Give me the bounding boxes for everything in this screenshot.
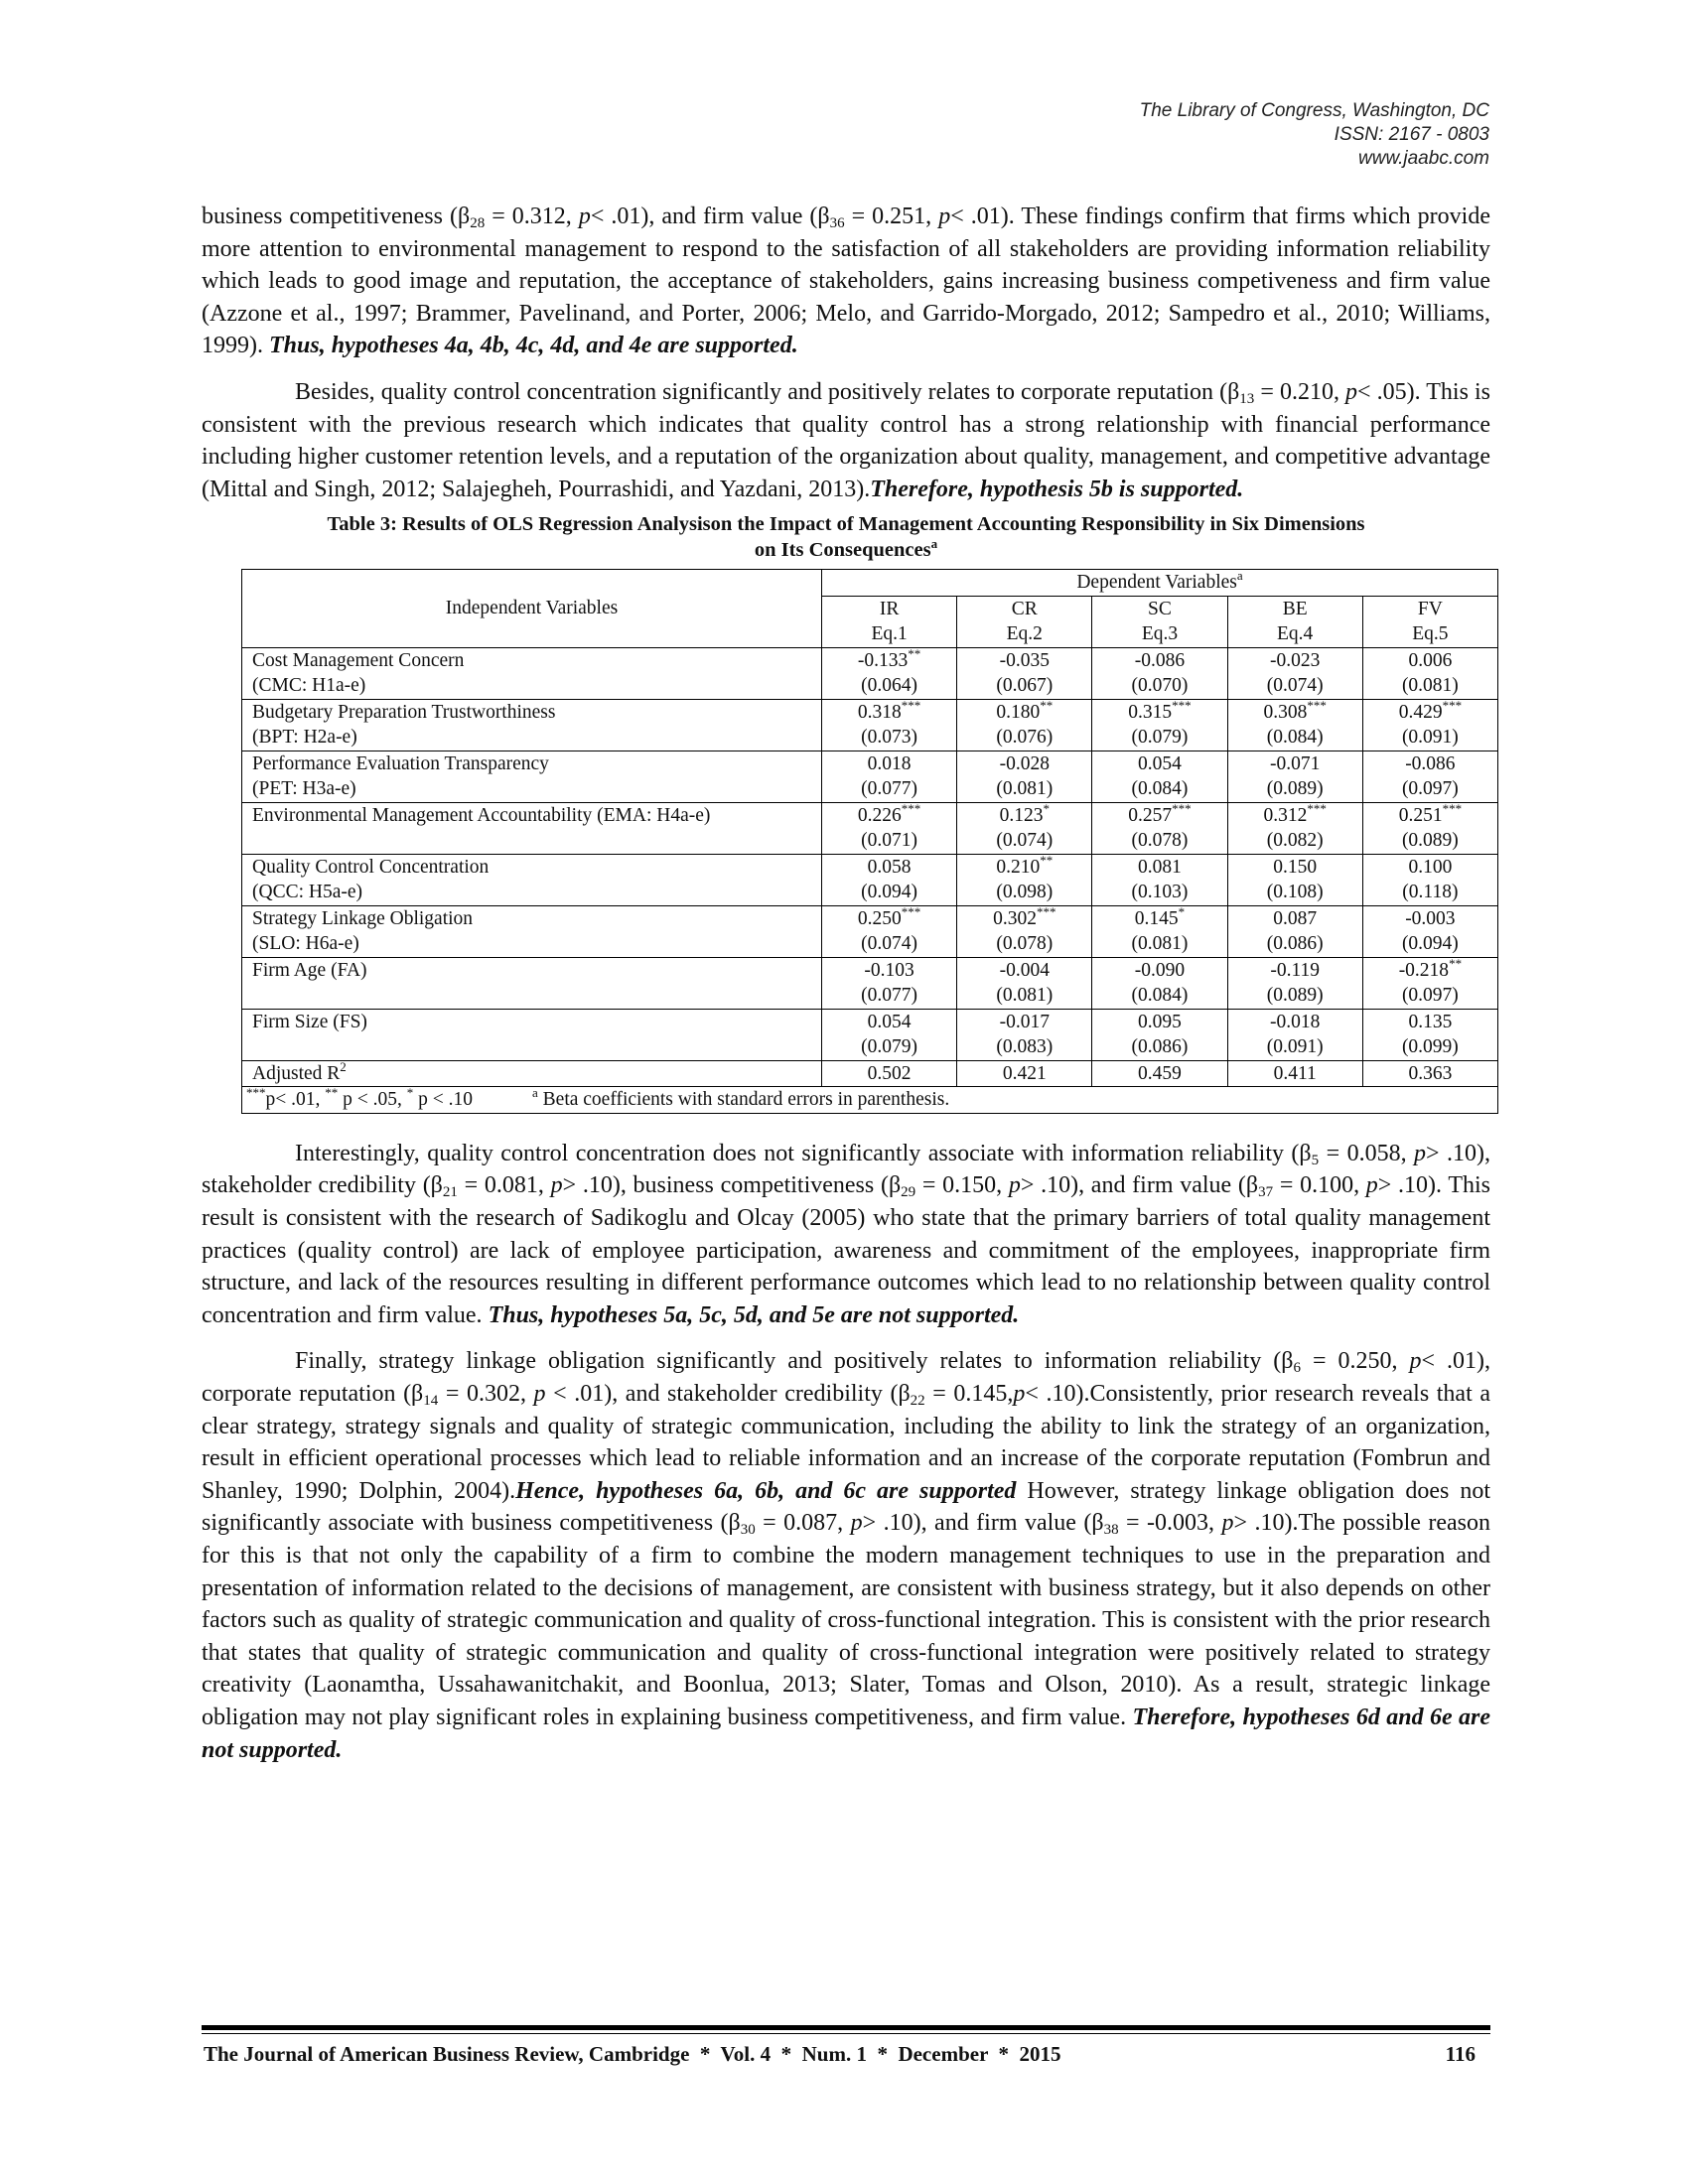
coefficient-cell: -0.090 (0.084)	[1092, 957, 1227, 1009]
coefficient-cell: 0.226*** (0.071)	[822, 802, 957, 854]
variable-name: Performance Evaluation Transparency (PET: H3a-e)	[242, 751, 822, 802]
table-caption: Table 3: Results of OLS Regression Analysison the Impact of Management Accounting Responsibility in Six Dimensions on Its Consequences$^a$	[327, 513, 1365, 562]
coefficient-cell: 0.308*** (0.084)	[1227, 699, 1362, 751]
coefficient-cell: 0.315*** (0.079)	[1092, 699, 1227, 751]
page-footer	[202, 2025, 1490, 2067]
coefficient-cell: -0.071 (0.089)	[1227, 751, 1362, 802]
coefficient-cell: 0.058 (0.094)	[822, 854, 957, 905]
hypothesis-statement: Thus, hypotheses 5a, 5c, 5d, and 5e are not supported.	[488, 1301, 1020, 1328]
coefficient-cell: 0.257*** (0.078)	[1092, 802, 1227, 854]
coefficient-cell: 0.312*** (0.082)	[1227, 802, 1362, 854]
article-body	[202, 201, 1490, 1766]
coefficient-cell: -0.035 (0.067)	[957, 647, 1092, 699]
coefficient-cell: 0.100 (0.118)	[1362, 854, 1497, 905]
paragraph-qcc-nonsignificant: Interestingly, quality control concentration does not significantly associate with information reliability ($\beta_5 = 0.058$, p> .10), stakeholder credibility ($\beta_{21} = 0.081$, p> .10), business competitiveness ($\beta_{29} = 0.150$, p> .10), and firm value ($\beta_{37} = 0.100$, p> .10). This result is consistent with the research of Sadikoglu and Olcay (2005) who state that the primary barriers of total quality management practices (quality control) are lack of employee participation, awareness and commitment of the employees, inappropriate firm structure, and lack of the resources resulting in different performance outcomes which lead to no relationship between quality control concentration and firm value. Thus, hypotheses 5a, 5c, 5d, and 5e are not supported.	[202, 1140, 1490, 1328]
hypothesis-statement: Thus, hypotheses 4a, 4b, 4c, 4d, and 4e are supported.	[269, 333, 798, 359]
variable-name: Environmental Management Accountability (EMA: H4a-e)	[242, 802, 822, 854]
table-row	[242, 802, 1498, 854]
coefficient-cell: 0.081 (0.103)	[1092, 854, 1227, 905]
variable-name: Quality Control Concentration (QCC: H5a-e)	[242, 854, 822, 905]
regression-table	[241, 569, 1498, 1114]
column-header: SC Eq.3	[1092, 596, 1227, 647]
table-row	[242, 647, 1498, 699]
variable-name: Firm Age (FA)	[242, 957, 822, 1009]
coefficient-cell: 0.145* (0.081)	[1092, 905, 1227, 957]
coefficient-cell: -0.018 (0.091)	[1227, 1009, 1362, 1060]
coefficient-cell: 0.054 (0.079)	[822, 1009, 957, 1060]
running-header	[1140, 99, 1489, 171]
hypothesis-statement: Therefore, hypotheses 6d and 6e are not supported.	[202, 1704, 1490, 1763]
footer-rule	[202, 2025, 1490, 2030]
coefficient-cell: 0.054 (0.084)	[1092, 751, 1227, 802]
hypothesis-statement: Therefore, hypothesis 5b is supported.	[870, 476, 1244, 502]
coefficient-cell: 0.123* (0.074)	[957, 802, 1092, 854]
column-header: CR Eq.2	[957, 596, 1092, 647]
coefficient-cell: 0.250*** (0.074)	[822, 905, 957, 957]
coefficient-cell: 0.150 (0.108)	[1227, 854, 1362, 905]
page-number: 116	[1445, 2042, 1476, 2066]
adjusted-r2-value: 0.421	[957, 1060, 1092, 1087]
adjusted-r2-value: 0.502	[822, 1060, 957, 1087]
header-dependent-variables: Dependent Variables$^a$	[822, 570, 1498, 597]
coefficient-cell: 0.135 (0.099)	[1362, 1009, 1497, 1060]
paragraph-qcc-reputation: Besides, quality control concentration significantly and positively relates to corporate reputation ($\beta_{13} = 0.210$, p< .05). This is consistent with the previous research which indicates that quality control has a strong relationship with financial performance including higher customer retention levels, and a reputation of the organization about quality, management, and competitive advantage (Mittal and Singh, 2012; Salajegheh, Pourrashidi, and Yazdani, 2013).Therefore, hypothesis 5b is supported.	[202, 378, 1490, 502]
header-url: www.jaabc.com	[1358, 148, 1489, 169]
coefficient-cell: -0.103 (0.077)	[822, 957, 957, 1009]
column-header: IR Eq.1	[822, 596, 957, 647]
footer-rule-thin	[202, 2033, 1490, 2034]
variable-name: Firm Size (FS)	[242, 1009, 822, 1060]
header-library: The Library of Congress, Washington, DC	[1139, 100, 1489, 121]
coefficient-cell: -0.004 (0.081)	[957, 957, 1092, 1009]
adjusted-r2-label: Adjusted $R^2$	[242, 1060, 822, 1087]
paragraph-slo-results: Finally, strategy linkage obligation significantly and positively relates to information reliability ($\beta_6 = 0.250$, p< .01), corporate reputation ($\beta_{14} = 0.302$, p < .01), and stakeholder credibility ($\beta_{22} = 0.145,p<$ .10).Consistently, prior research reveals that a clear strategy, strategy signals and quality of strategic communication, including the ability to link the strategy of an organization, result in efficient operational processes which lead to reliable information and an increase of the corporate reputation (Fombrun and Shanley, 1990; Dolphin, 2004).Hence, hypotheses 6a, 6b, and 6c are supported However, strategy linkage obligation does not significantly associate with business competitiveness ($\beta_{30} = 0.087$, p> .10), and firm value ($\beta_{38} = -0.003$, p> .10).The possible reason for this is that not only the capability of a firm to combine the modern management techniques to use in the preparation and presentation of information related to the decisions of management, are consistent with business strategy, but it also depends on other factors such as quality of strategic communication and quality of cross-functional integration. This is consistent with the prior research that states that quality of strategic communication and quality of cross-functional integration were positively related to strategy creativity (Laonamtha, Ussahawanitchakit, and Boonlua, 2013; Slater, Tomas and Olson, 2010). As a result, strategic linkage obligation may not play significant roles in explaining business competitiveness, and firm value. Therefore, hypotheses 6d and 6e are not supported.	[202, 1348, 1490, 1763]
coefficient-cell: -0.003 (0.094)	[1362, 905, 1497, 957]
table-row	[242, 699, 1498, 751]
paragraph-ema-results: business competitiveness ($\beta_{28} = 0.312$, p< .01), and firm value ($\beta_{36} = 0.251$, p< .01). These findings confirm that firms which provide more attention to environmental management to respond to the satisfaction of all stakeholders are providing information reliability which leads to good image and reputation, the acceptance of stakeholders, gains increasing business competiveness and firm value (Azzone et al., 1997; Brammer, Pavelinand, and Porter, 2006; Melo, and Garrido-Morgado, 2012; Sampedro et al., 2010; Williams, 1999). Thus, hypotheses 4a, 4b, 4c, 4d, and 4e are supported.	[202, 204, 1490, 359]
coefficient-cell: 0.251*** (0.089)	[1362, 802, 1497, 854]
coefficient-cell: -0.023 (0.074)	[1227, 647, 1362, 699]
adjusted-r2-value: 0.363	[1362, 1060, 1497, 1087]
table-row	[242, 1009, 1498, 1060]
coefficient-cell: -0.028 (0.081)	[957, 751, 1092, 802]
coefficient-cell: 0.006 (0.081)	[1362, 647, 1497, 699]
table-row	[242, 905, 1498, 957]
header-issn: ISSN: 2167 - 0803	[1334, 124, 1489, 145]
hypothesis-statement: Hence, hypotheses 6a, 6b, and 6c are supported	[515, 1477, 1017, 1504]
coefficient-cell: -0.017 (0.083)	[957, 1009, 1092, 1060]
coefficient-cell: 0.087 (0.086)	[1227, 905, 1362, 957]
table-row	[242, 854, 1498, 905]
header-independent-variables: Independent Variables	[242, 570, 822, 648]
coefficient-cell: 0.180** (0.076)	[957, 699, 1092, 751]
coefficient-cell: 0.429*** (0.091)	[1362, 699, 1497, 751]
table-note: ***p< .01, ** p < .05, * p < .10 $^a$ Beta coefficients with standard errors in parenthesis.	[242, 1087, 1498, 1114]
coefficient-cell: -0.133** (0.064)	[822, 647, 957, 699]
coefficient-cell: -0.086 (0.070)	[1092, 647, 1227, 699]
footer-journal: The Journal of American Business Review, Cambridge * Vol. 4 * Num. 1 * December * 2015	[204, 2042, 1061, 2066]
column-header: FV Eq.5	[1362, 596, 1497, 647]
adjusted-r2-value: 0.411	[1227, 1060, 1362, 1087]
table-row	[242, 751, 1498, 802]
coefficient-cell: 0.318*** (0.073)	[822, 699, 957, 751]
coefficient-cell: -0.218** (0.097)	[1362, 957, 1497, 1009]
table-row	[242, 957, 1498, 1009]
coefficient-cell: -0.119 (0.089)	[1227, 957, 1362, 1009]
adjusted-r2-row	[242, 1060, 1498, 1087]
adjusted-r2-value: 0.459	[1092, 1060, 1227, 1087]
coefficient-cell: 0.210** (0.098)	[957, 854, 1092, 905]
coefficient-cell: 0.018 (0.077)	[822, 751, 957, 802]
variable-name: Cost Management Concern (CMC: H1a-e)	[242, 647, 822, 699]
variable-name: Budgetary Preparation Trustworthiness (BPT: H2a-e)	[242, 699, 822, 751]
column-header: BE Eq.4	[1227, 596, 1362, 647]
coefficient-cell: -0.086 (0.097)	[1362, 751, 1497, 802]
coefficient-cell: 0.302*** (0.078)	[957, 905, 1092, 957]
variable-name: Strategy Linkage Obligation (SLO: H6a-e)	[242, 905, 822, 957]
coefficient-cell: 0.095 (0.086)	[1092, 1009, 1227, 1060]
